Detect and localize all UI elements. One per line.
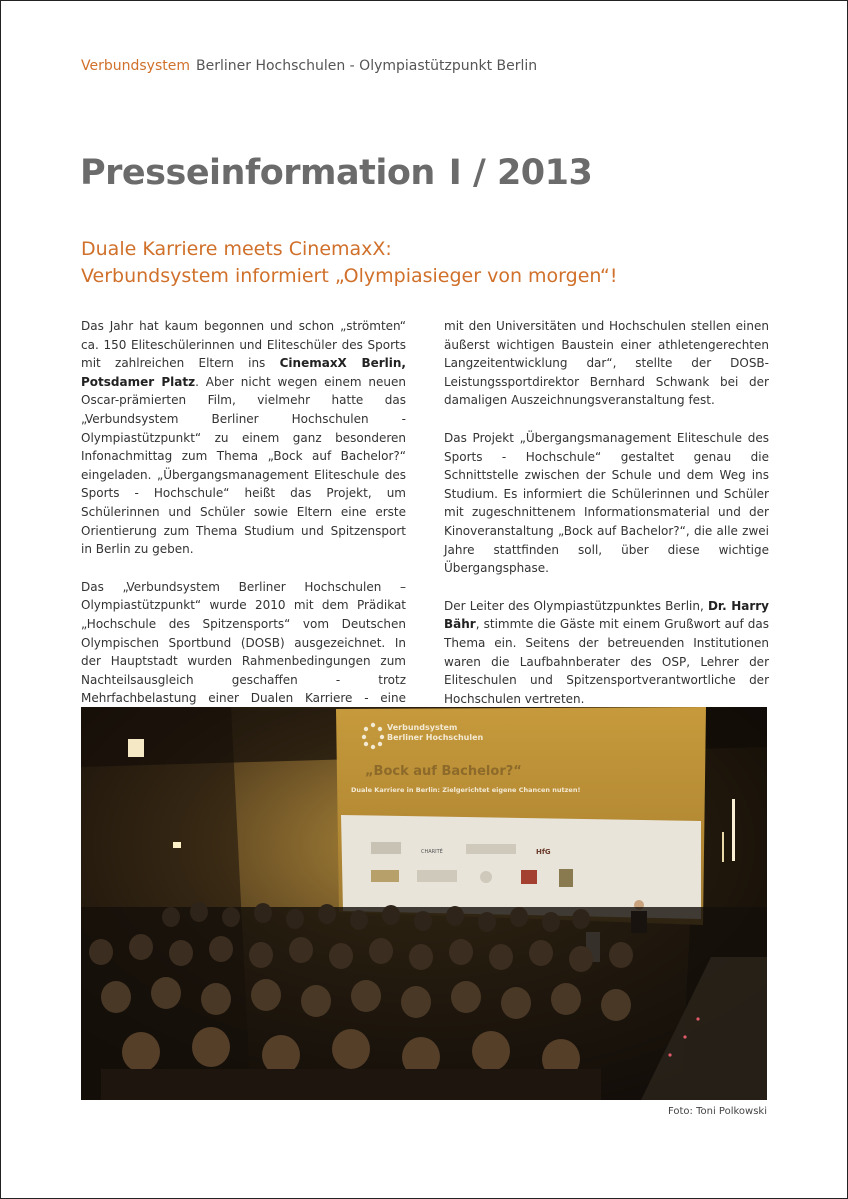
page-title: [80, 153, 592, 193]
text-column-right: [444, 317, 769, 727]
paragraph-1-text: Das Jahr hat kaum begonnen und schon „strömten“ ca. 150 Eliteschülerinnen und Eliteschüler des Sports mit zahlreichen Eltern ins: [81, 319, 406, 371]
article-headline: [81, 236, 618, 290]
paragraph-1: [81, 317, 406, 559]
paragraph-1-text-cont: . Aber nicht wegen einem neuen Oscar-prämierten Film, vielmehr hatte das „Verbundsystem Berliner Hochschulen - Olympiastützpunkt“ zu einem ganz besonderen Infonachmittag zum Thema „Bock auf Bachelor?“ eingeladen. „Übergangsmanagement Eliteschule des Sports - Hochschule“ heißt das Projekt, um Schülerinnen und Schüler sowie Eltern eine erste Orientierung zum Thema Studium und Spitzensport in Berlin zu geben.: [81, 374, 407, 557]
title-main: Presseinformation: [80, 153, 435, 193]
headline-line-2: Verbundsystem informiert „Olympiasieger von morgen“!: [81, 265, 618, 287]
venue-name: CinemaxX Berlin, Potsdamer Platz: [81, 356, 406, 389]
paragraph-3: Das Projekt „Übergangsmanagement Eliteschule des Sports - Hochschule“ gestaltet genau die Schnittstelle zwischen der Schule und dem Weg ins Studium. Es informiert die Schülerinnen und Schüler mit zugeschnittenem Informationsmaterial und der Kinoveranstaltung „Bock auf Bachelor?“, die alle zwei Jahre stattfinden soll, über diese wichtige Übergangsphase.: [444, 430, 769, 576]
logo-charite: CHARITÉ: [421, 849, 443, 855]
logo-hfg: HfG: [536, 848, 551, 856]
brand-name: Verbundsystem: [81, 58, 190, 74]
screen-title: „Bock auf Bachelor?“: [365, 764, 522, 779]
organization-name: Berliner Hochschulen - Olympiastützpunkt Berlin: [196, 58, 538, 74]
headline-line-1: Duale Karriere meets CinemaxX:: [81, 238, 392, 260]
screen-org-2: Berliner Hochschulen: [387, 733, 484, 742]
screen-subtitle: Duale Karriere in Berlin: Zielgerichtet eigene Chancen nutzen!: [351, 786, 581, 794]
cinema-photo: [81, 707, 767, 1100]
paragraph-4-text-cont: , stimmte die Gäste mit einem Grußwort auf das Thema ein. Seitens der betreuenden Institutionen waren die Laufbahnberater des OSP, Lehrer der Eliteschulen und Spitzensportverantwortliche der Hochschulen vertreten.: [444, 617, 769, 706]
paragraph-2-continued: mit den Universitäten und Hochschulen stellen einen äußerst wichtigen Baustein einer athletengerechten Langzeitentwicklung dar“, stellte der DOSB-Leistungssportdirektor Bernhard Schwank bei der damaligen Auszeichnungsveranstaltung fest.: [444, 319, 769, 408]
screen-org-1: Verbundsystem: [387, 723, 458, 732]
paragraph-2: Das „Verbundsystem Berliner Hochschulen – Olympiastützpunkt“ wurde 2010 mit dem Prädikat „Hochschule des Spitzensports“ vom Deutschen Olympischen Sportbund (DOSB) ausgezeichnet. In der Hauptstadt wurden Rahmenbedingungen zum Nachteilsausgleich geschaffen - trotz Mehrfachbelastung einer Dualen Karriere - eine: [81, 579, 406, 706]
organization-header: [81, 58, 537, 74]
paragraph-4-text: Der Leiter des Olympiastützpunktes Berlin,: [444, 598, 708, 613]
paragraph-4: [444, 597, 769, 709]
osp-director-name: Dr. Harry Bähr: [444, 598, 770, 632]
photo-caption: Foto: Toni Polkowski: [667, 1106, 767, 1117]
issue-number: I / 2013: [448, 153, 593, 193]
